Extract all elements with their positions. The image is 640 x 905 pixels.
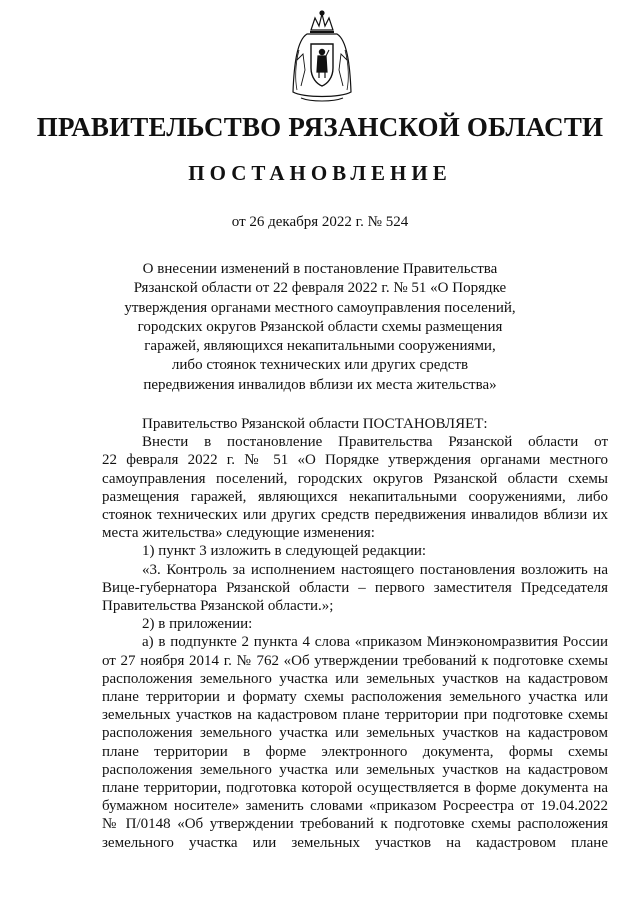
body-line: стоянок технических или других средств передвижения инвалидов вблизи их: [102, 507, 608, 524]
body-line: размещения гаражей, являющихся некапитальными сооружениями, либо: [102, 488, 608, 505]
ryazan-coat-of-arms-icon: [289, 10, 355, 106]
body-line: «3. Контроль за исполнением настоящего постановления возложить на: [142, 561, 608, 578]
body-line: бумажном носителе» заменить словами «приказом Росреестра от 19.04.2022: [102, 798, 608, 815]
subject-line: О внесении изменений в постановление Правительства: [142, 261, 498, 277]
body-line: расположения земельного участка или земельных участков на кадастровом: [102, 670, 608, 687]
body-line: плане территории, подготовка которой осуществляется в форме документа на: [102, 780, 608, 797]
subject-line: Рязанской области от 22 февраля 2022 г. № 51 «О Порядке: [133, 280, 507, 297]
document-subject: [112, 260, 528, 395]
subject-line: гаражей, являющихся некапитальными сооружениями,: [144, 338, 496, 355]
subject-line: передвижения инвалидов вблизи их места жительства»: [143, 376, 497, 393]
body-line: № П/0148 «Об утверждении требований к подготовке схемы расположения: [102, 816, 608, 833]
body-line: Правительство Рязанской области ПОСТАНОВЛЯЕТ:: [142, 416, 488, 432]
document-body: [102, 415, 608, 852]
body-line: расположения земельного участка или земельных участков на кадастровом: [102, 725, 608, 742]
subject-line: либо стоянок технических или других средств: [171, 357, 469, 374]
body-line: Внести в постановление Правительства Рязанской области от: [142, 434, 608, 451]
body-line: Вице-губернатора Рязанской области – первого заместителя Председателя: [102, 579, 608, 596]
body-line: 2) в приложении:: [142, 616, 253, 633]
subject-line: городских округов Рязанской области схемы размещения: [137, 318, 503, 335]
body-line: 22 февраля 2022 г. № 51 «О Порядке утверждения органами местного: [102, 452, 608, 469]
document-type: ПОСТАНОВЛЕНИЕ: [188, 161, 452, 185]
body-line: Правительства Рязанской области.»;: [102, 598, 334, 615]
subject-line: утверждения органами местного самоуправления поселений,: [124, 299, 516, 316]
government-title: ПРАВИТЕЛЬСТВО РЯЗАНСКОЙ ОБЛАСТИ: [36, 112, 604, 142]
body-line: а) в подпункте 2 пункта 4 слова «приказом Минэкономразвития России: [142, 634, 608, 651]
body-line: самоуправления поселений, городских округов Рязанской области схемы: [102, 470, 608, 487]
body-line: от 27 ноября 2014 г. № 762 «Об утверждении требований к подготовке схемы: [102, 652, 608, 669]
body-line: земельных участков на кадастровом плане территории при подготовке схемы: [102, 707, 608, 724]
body-line: расположения земельного участка или земельных участков на кадастровом: [102, 761, 608, 778]
body-line: 1) пункт 3 изложить в следующей редакции:: [142, 543, 427, 560]
body-line: плане территории и формату схемы расположения земельного участка или: [102, 689, 608, 706]
body-line: места жительства» следующие изменения:: [102, 525, 375, 542]
body-line: земельного участка или земельных участков на кадастровом плане: [102, 834, 608, 851]
document-date-number: от 26 декабря 2022 г. № 524: [231, 214, 409, 230]
body-line: плане территории в форме электронного документа, формы схемы: [102, 743, 608, 760]
